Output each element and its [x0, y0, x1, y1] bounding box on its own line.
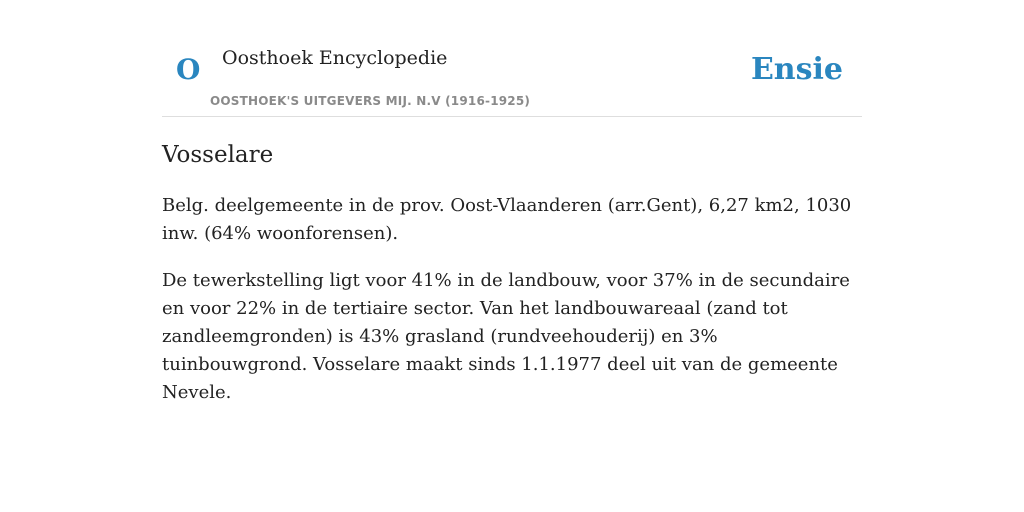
publisher-label: OOSTHOEK'S UITGEVERS MIJ. N.V (1916-1925)	[210, 94, 531, 108]
header	[162, 0, 862, 117]
article-paragraph: De tewerkstelling ligt voor 41% in de landbouw, voor 37% in de secundaire en voor 22% in de tertiaire sector. Van het landbouwareaal (zand tot zandleemgronden) is 43% grasland (rundveehouderij) en 3% tuinbouwgrond. Vosselare maakt sinds 1.1.1977 deel uit van de gemeente Nevele.	[162, 270, 850, 403]
article-title: Vosselare	[162, 142, 274, 168]
publication-title[interactable]: Oosthoek Encyclopedie	[222, 47, 448, 69]
publication-logo[interactable]: O	[176, 53, 201, 86]
article-body	[162, 192, 862, 426]
ensie-logo[interactable]: Ensie	[750, 52, 843, 87]
article-paragraph: Belg. deelgemeente in de prov. Oost-Vlaanderen (arr.Gent), 6,27 km2, 1030 inw. (64% woonforensen).	[162, 195, 852, 244]
